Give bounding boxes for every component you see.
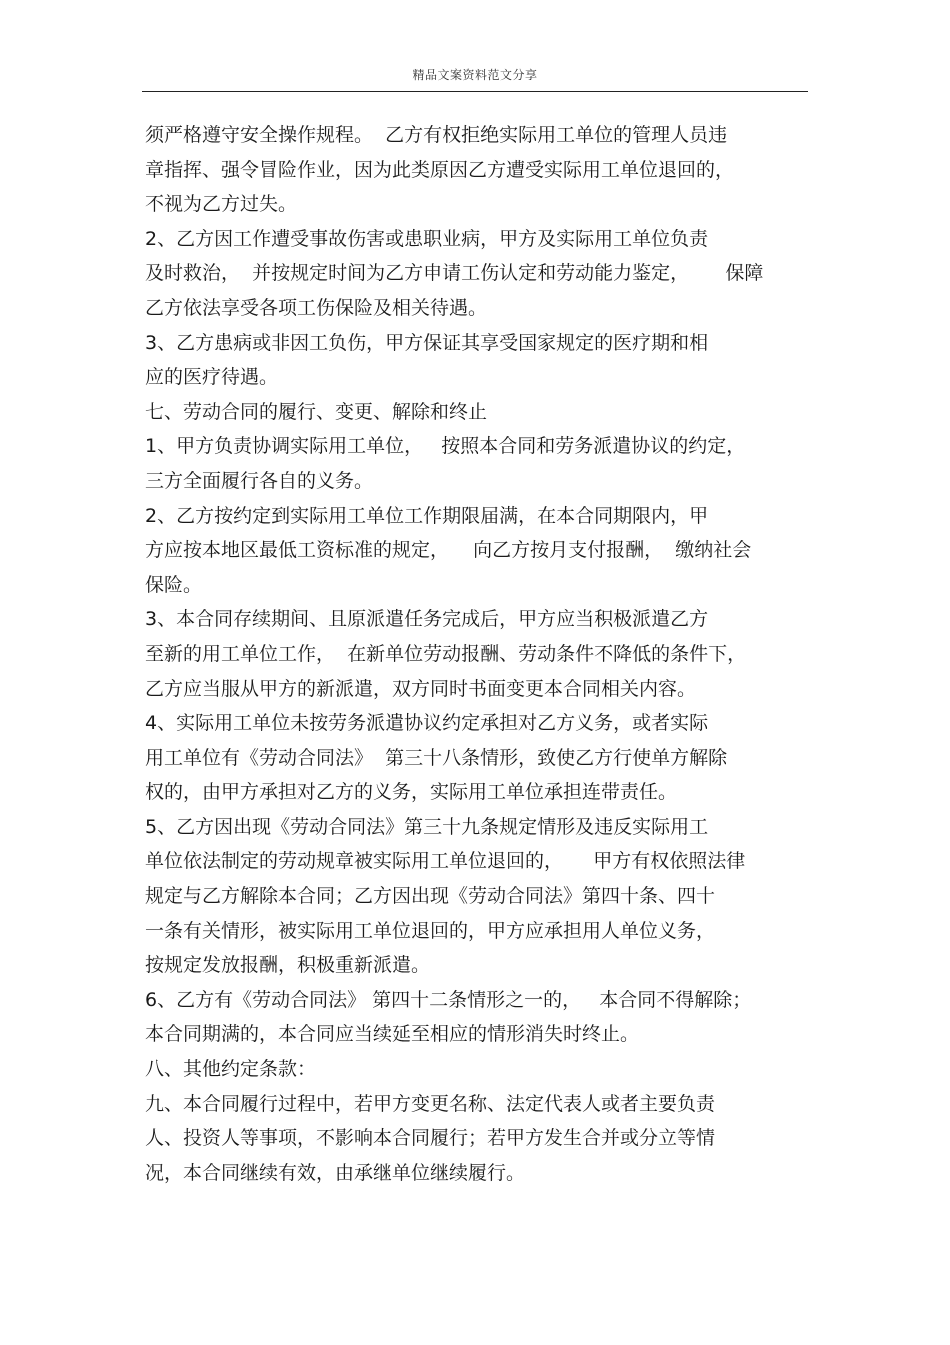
- text-line: 至新的用工单位工作， 在新单位劳动报酬、劳动条件不降低的条件下，: [145, 642, 747, 665]
- text-line: 3、本合同存续期间、且原派遣任务完成后，甲方应当积极派遣乙方: [145, 608, 709, 631]
- text-line: 按规定发放报酬，积极重新派遣。: [145, 954, 431, 977]
- header-divider: [142, 91, 808, 92]
- section-heading: 八、其他约定条款：: [145, 1058, 317, 1081]
- page-header-title: 精品文案资料范文分享: [412, 68, 538, 82]
- text-line: 2、乙方因工作遭受事故伤害或患职业病，甲方及实际用工单位负责: [145, 227, 709, 250]
- text-line: 须严格遵守安全操作规程。 乙方有权拒绝实际用工单位的管理人员违: [145, 124, 728, 146]
- text-line: 人、投资人等事项，不影响本合同履行；若甲方发生合并或分立等情: [145, 1127, 716, 1150]
- text-line: 单位依法制定的劳动规章被实际用工单位退回的， 甲方有权依照法律: [145, 850, 746, 873]
- text-line: 本合同期满的，本合同应当续延至相应的情形消失时终止。: [145, 1023, 640, 1046]
- text-line: 九、本合同履行过程中，若甲方变更名称、法定代表人或者主要负责: [145, 1092, 716, 1115]
- text-line: 5、乙方因出现《劳动合同法》第三十九条规定情形及违反实际用工: [145, 815, 709, 838]
- text-line: 一条有关情形，被实际用工单位退回的，甲方应承担用人单位义务，: [145, 919, 716, 942]
- section-heading: 七、劳动合同的履行、变更、解除和终止: [145, 400, 488, 423]
- text-line: 4、实际用工单位未按劳务派遣协议约定承担对乙方义务，或者实际: [145, 712, 709, 735]
- text-line: 6、乙方有《劳动合同法》 第四十二条情形之一的， 本合同不得解除；: [145, 988, 752, 1011]
- text-line: 权的，由甲方承担对乙方的义务，实际用工单位承担连带责任。: [145, 781, 678, 804]
- text-line: 1、甲方负责协调实际用工单位， 按照本合同和劳务派遣协议的约定，: [145, 435, 746, 458]
- document-body: [145, 118, 815, 1190]
- text-line: 况，本合同继续有效，由承继单位继续履行。: [145, 1161, 526, 1184]
- text-line: 方应按本地区最低工资标准的规定， 向乙方按月支付报酬， 缴纳社会: [145, 539, 752, 562]
- text-line: 不视为乙方过失。: [145, 193, 298, 216]
- text-line: 3、乙方患病或非因工负伤，甲方保证其享受国家规定的医疗期和相: [145, 331, 709, 354]
- text-line: 及时救治， 并按规定时间为乙方申请工伤认定和劳动能力鉴定， 保障: [145, 262, 764, 285]
- text-line: 乙方依法享受各项工伤保险及相关待遇。: [145, 296, 488, 319]
- text-line: 用工单位有《劳动合同法》 第三十八条情形，致使乙方行使单方解除: [145, 746, 728, 769]
- text-line: 章指挥、强令冒险作业，因为此类原因乙方遭受实际用工单位退回的，: [145, 158, 735, 181]
- text-line: 保险。: [145, 573, 203, 596]
- text-line: 2、乙方按约定到实际用工单位工作期限届满，在本合同期限内，甲: [145, 504, 709, 527]
- text-line: 三方全面履行各自的义务。: [145, 469, 374, 492]
- text-line: 乙方应当服从甲方的新派遣，双方同时书面变更本合同相关内容。: [145, 677, 697, 700]
- text-line: 应的医疗待遇。: [145, 366, 279, 389]
- text-line: 规定与乙方解除本合同；乙方因出现《劳动合同法》第四十条、四十: [145, 885, 716, 908]
